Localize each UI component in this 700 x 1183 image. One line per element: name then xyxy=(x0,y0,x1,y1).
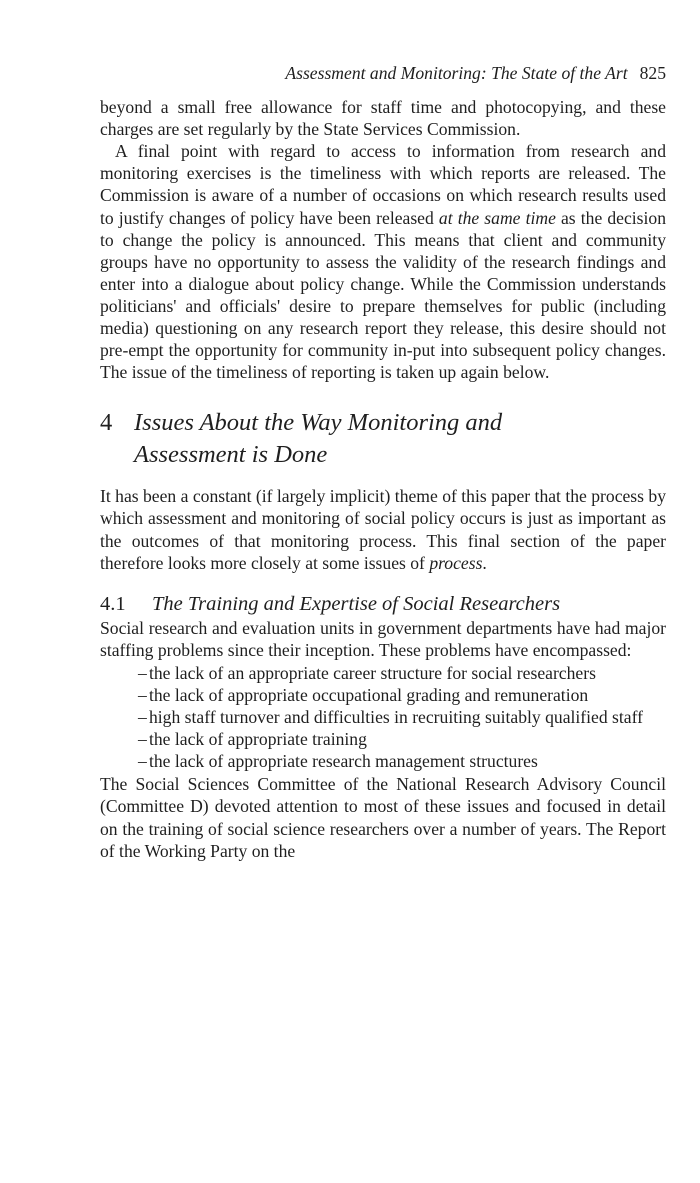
paragraph-process xyxy=(100,485,666,573)
paragraph-timeliness xyxy=(100,140,666,383)
list-item-text: the lack of appropriate training xyxy=(149,729,367,750)
subsection-title: The Training and Expertise of Social Researchers xyxy=(152,592,561,615)
document-page xyxy=(100,62,666,862)
dash-marker: – xyxy=(138,751,147,772)
dash-marker: – xyxy=(138,684,147,705)
dash-marker: – xyxy=(138,662,147,683)
emphasis-text: process xyxy=(429,552,483,573)
list-item xyxy=(138,662,666,684)
section-heading xyxy=(100,407,666,471)
list-item-text: the lack of an appropriate career structure for social researchers xyxy=(149,662,596,683)
paragraph-staffing: Social research and evaluation units in government departments have had major staffing problems since their inception. These problems have encompassed: xyxy=(100,617,666,660)
list-item xyxy=(138,706,666,728)
page-number: 825 xyxy=(639,63,666,83)
list-item xyxy=(138,750,666,772)
section-title: Issues About the Way Monitoring and Assessment is Done xyxy=(134,409,503,469)
running-title: Assessment and Monitoring: The State of the Art xyxy=(285,63,628,83)
dash-marker: – xyxy=(138,729,147,750)
paragraph-text: . xyxy=(482,552,487,573)
paragraph-text: A final point with regard to access to information from research and monitoring exercises is the timeliness with which reports are released. The Commission is aware of a number of occasions on which research results used to justify changes of policy have been released xyxy=(100,141,666,228)
list-item-text: high staff turnover and difficulties in recruiting suitably qualified staff xyxy=(149,707,643,728)
section-number: 4 xyxy=(100,409,113,437)
issues-list xyxy=(100,662,666,772)
dash-marker: – xyxy=(138,707,147,728)
paragraph-text: It has been a constant (if largely implicit) theme of this paper that the process by which assessment and monitoring of social policy occurs is just as important as the outcomes of that monitoring process. This final section of the paper therefore looks more closely at some issues of xyxy=(100,486,666,573)
paragraph-continuation: beyond a small free allowance for staff time and photocopying, and these charges are set regularly by the State Services Commission. xyxy=(100,97,666,140)
running-head xyxy=(100,62,666,84)
subsection-heading xyxy=(100,592,666,617)
list-item-text: the lack of appropriate occupational grading and remuneration xyxy=(149,684,589,705)
list-item xyxy=(138,728,666,750)
subsection-number: 4.1 xyxy=(100,592,126,615)
list-item-text: the lack of appropriate research management structures xyxy=(149,751,538,772)
emphasis-text: at the same time xyxy=(438,207,556,228)
paragraph-committee: The Social Sciences Committee of the National Research Advisory Council (Committee D) devoted attention to most of these issues and focused in detail on the training of social science researchers over a number of years. The Report of the Working Party on the xyxy=(100,774,666,861)
list-item xyxy=(138,684,666,706)
paragraph-text: as the decision to change the policy is announced. This means that client and community groups have no opportunity to assess the validity of the research findings and enter into a dialogue about policy change. While the Commission understands politicians' and officials' desire to prepare themselves for public (including media) questioning on any research report they release, this desire should not pre-empt the opportunity for community in-put into subsequent policy changes. The issue of the timeliness of reporting is taken up again below. xyxy=(100,207,666,383)
